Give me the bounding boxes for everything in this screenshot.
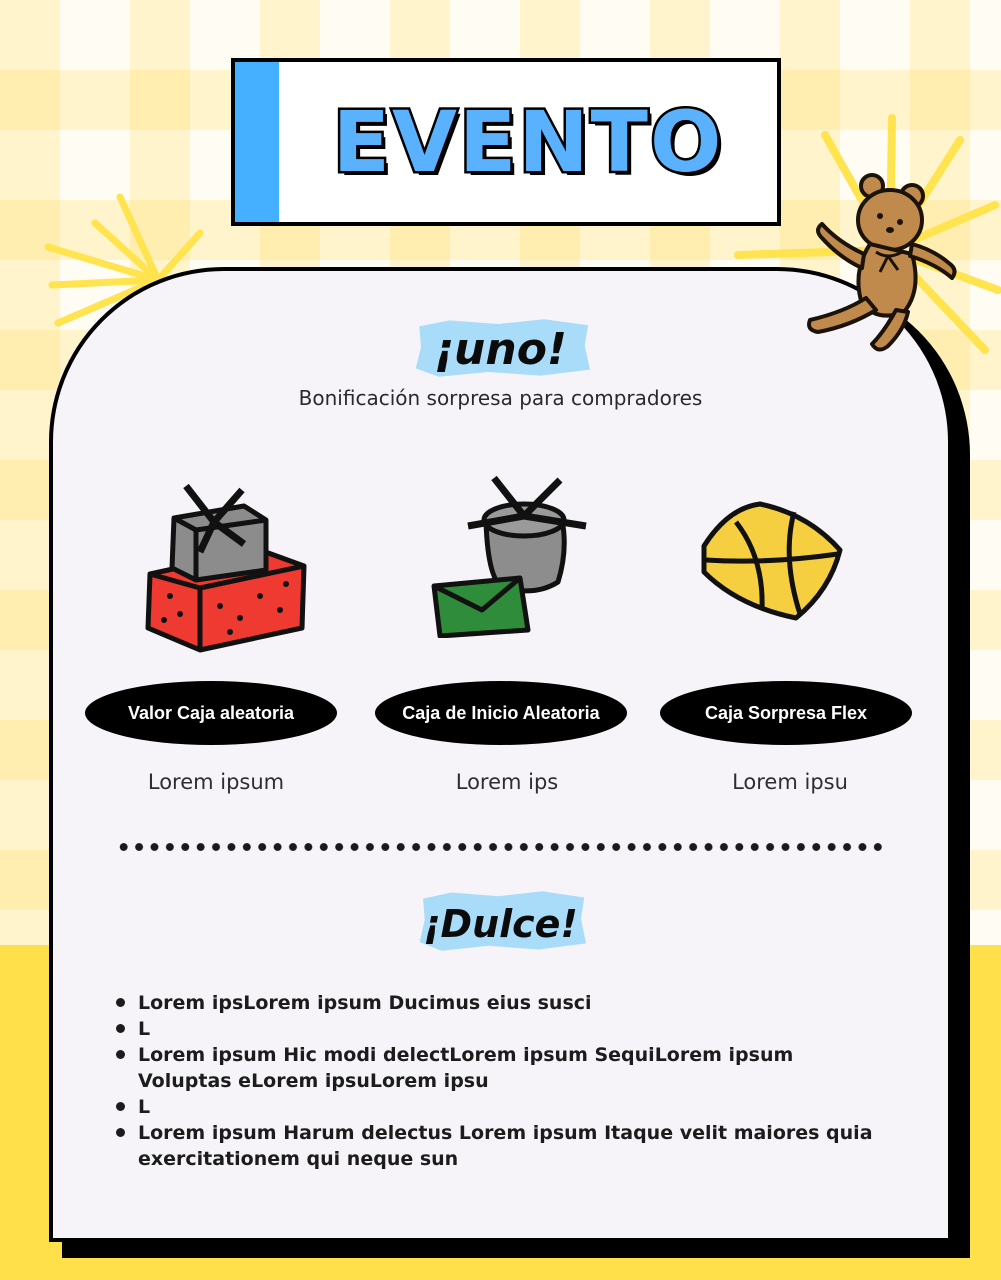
list-item: Lorem ipsum Harum delectus Lorem ipsum Itaque velit maiores quia exercitationem qui neque sun [138,1120,878,1172]
section-one-subtitle: Bonificación sorpresa para compradores [298,386,703,410]
bucket-envelope-gift-icon [428,470,593,638]
list-item: Lorem ipsum Hic modi delectLorem ipsum SequiLorem ipsum Voluptas eLorem ipsuLorem ipsu [138,1042,878,1094]
red-gift-boxes-icon [140,478,310,656]
box-label-pill-3: Caja Sorpresa Flex [660,681,912,745]
box-label-pill-1: Valor Caja aleatoria [85,681,337,745]
bullet-list [138,990,878,1172]
title-accent-stripe [235,62,279,222]
page-title: EVENTO [332,93,724,191]
box-label-pill-2: Caja de Inicio Aleatoria [375,681,627,745]
yellow-parcel-icon [698,498,848,624]
event-title-banner [231,58,781,226]
list-item: L [138,1016,878,1042]
list-item: L [138,1094,878,1120]
dotted-divider [116,842,886,852]
list-item: Lorem ipsLorem ipsum Ducimus eius susci [138,990,878,1016]
box-caption-2: Lorem ips [455,770,559,794]
section-two-title: ¡Dulce! [423,902,578,946]
box-caption-1: Lorem ipsum [147,770,285,794]
box-caption-3: Lorem ipsu [732,770,848,794]
section-one-title: ¡uno! [433,324,567,375]
